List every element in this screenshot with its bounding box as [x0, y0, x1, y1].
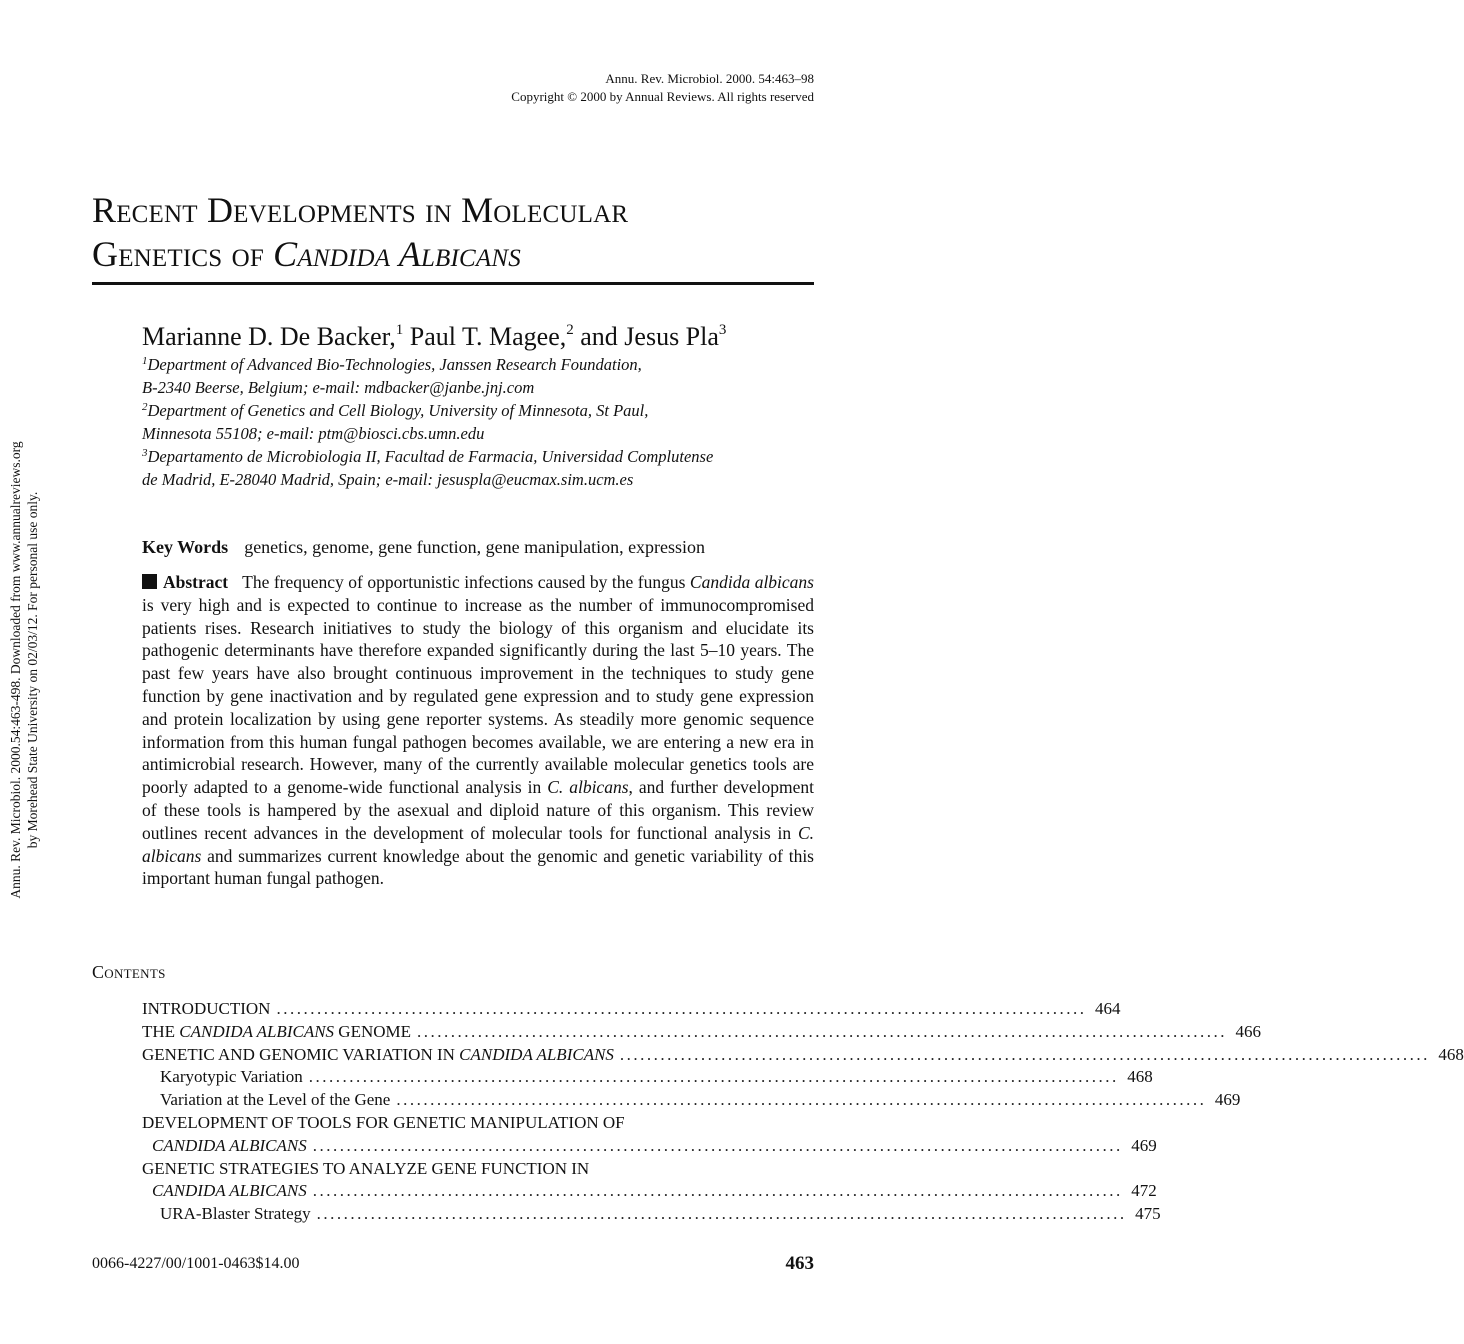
toc-entry-italic: CANDIDA ALBICANS — [179, 1021, 335, 1041]
abstract-text: The frequency of opportunistic infections caused by the fungus — [242, 572, 690, 592]
author-affiliation-mark: 1 — [395, 322, 404, 338]
abstract-text: , and further development of these tools is hampered by the asexual and diploid nature of this organism. This review outlines recent advances in the development of molecular tools for functional analysis in — [142, 777, 814, 843]
affiliation-mark: 1 — [142, 355, 148, 367]
affiliation — [142, 353, 822, 376]
toc-entry[interactable] — [142, 1044, 1464, 1067]
toc-leader: ........................................................................................................................ — [312, 1135, 1123, 1155]
toc-entry-continuation[interactable] — [142, 1135, 1157, 1158]
keywords-text: genetics, genome, gene function, gene manipulation, expression — [244, 537, 706, 557]
toc-entry-title: URA-Blaster Strategy — [160, 1204, 311, 1224]
abstract-italic: Candida albicans — [689, 572, 814, 592]
toc-entry[interactable] — [142, 1089, 1241, 1112]
article-title — [92, 188, 814, 276]
abstract-italic: C. albicans — [142, 822, 814, 866]
affiliation — [142, 445, 822, 468]
author-name: Paul T. Magee, — [403, 322, 567, 351]
keywords-label: Key Words — [142, 537, 229, 557]
affiliation-line: de Madrid, E-28040 Madrid, Spain; e-mail: jesuspla@eucmax.sim.ucm.es — [142, 470, 634, 489]
toc-page-number: 468 — [1438, 1044, 1464, 1064]
abstract — [142, 571, 814, 890]
toc-entry-italic: CANDIDA ALBICANS — [459, 1044, 614, 1064]
toc-page-number: 469 — [1214, 1090, 1241, 1110]
footer-code: 0066-4227/00/1001-0463$14.00 — [92, 1255, 300, 1272]
toc-entry-title: INTRODUCTION — [142, 999, 271, 1018]
toc-page-number: 469 — [1131, 1135, 1157, 1155]
abstract-text: and summarizes current knowledge about the genomic and genetic variability of this important human fungal pathogen. — [142, 845, 814, 889]
toc-leader: ........................................................................................................................ — [308, 1067, 1119, 1087]
article-title-line-1: Recent Developments in Molecular — [92, 190, 629, 230]
download-notice-line-1: Annu. Rev. Microbiol. 2000.54:463-498. Downloaded from www.annualreviews.org — [8, 441, 23, 899]
affiliation — [142, 399, 822, 422]
toc-entry-continuation[interactable] — [142, 1180, 1157, 1203]
author-affiliation-mark: 2 — [566, 322, 574, 338]
toc-page-number: 468 — [1127, 1067, 1153, 1087]
copyright-line: Copyright © 2000 by Annual Reviews. All rights reserved — [511, 89, 814, 104]
journal-reference — [394, 70, 814, 106]
toc-leader: ........................................................................................................................ — [316, 1204, 1127, 1224]
toc-leader: ........................................................................................................................ — [417, 1021, 1228, 1041]
toc-page-number: 466 — [1235, 1021, 1262, 1041]
affiliation-line: B-2340 Beerse, Belgium; e-mail: mdbacker@janbe.jnj.com — [142, 378, 535, 397]
author-name: and Jesus Pla — [573, 322, 719, 351]
toc-entry[interactable] — [142, 1203, 1161, 1226]
toc-entry-title: GENETIC AND GENOMIC VARIATION IN — [142, 1044, 460, 1064]
affiliation-mark: 3 — [142, 447, 148, 459]
abstract-italic: C. albicans — [547, 777, 629, 798]
article-title-line-2-prefix: Genetics of — [92, 234, 274, 274]
affiliation-line: Department of Advanced Bio-Technologies, Janssen Research Foundation, — [147, 355, 642, 374]
toc-leader: ........................................................................................................................ — [312, 1181, 1123, 1201]
toc-entry-title: GENETIC STRATEGIES TO ANALYZE GENE FUNCTION IN — [142, 1158, 590, 1178]
contents-heading: Contents — [92, 962, 166, 982]
toc-entry-italic: CANDIDA ALBICANS — [152, 1135, 307, 1155]
abstract-bullet-icon — [142, 574, 157, 589]
journal-citation: Annu. Rev. Microbiol. 2000. 54:463–98 — [605, 71, 814, 86]
author-list — [142, 320, 822, 354]
affiliation-line: Departamento de Microbiologia II, Facultad de Farmacia, Universidad Complutense — [147, 447, 714, 466]
toc-entry[interactable] — [142, 1021, 1262, 1044]
article-title-organism: Candida Albicans — [273, 234, 521, 274]
author-name: Marianne D. De Backer, — [142, 322, 396, 351]
toc-page-number: 464 — [1094, 999, 1121, 1018]
toc-leader: ........................................................................................................................ — [396, 1090, 1207, 1110]
toc-leader: ........................................................................................................................ — [619, 1044, 1430, 1064]
toc-page-number: 472 — [1131, 1181, 1157, 1201]
abstract-text: is very high and is expected to continue to increase as the number of immunocompromised patients rises. Research initiatives to study the biology of this organism and elucidate its pathogenic determinants have therefore expanded significantly during the last 5–10 years. The past few years have also brought continuous improvement in the techniques to study gene function by gene inactivation and by regulated gene expression and to study gene expression and protein localization by using gene reporter systems. As steadily more genomic sequence information from this human fungal pathogen becomes available, we are entering a new era in antimicrobial research. However, many of the currently available molecular genetics tools are poorly adapted to a genome-wide functional analysis in — [142, 594, 814, 798]
toc-entry-title: DEVELOPMENT OF TOOLS FOR GENETIC MANIPULATION OF — [142, 1112, 625, 1132]
download-notice — [7, 350, 41, 990]
page-number: 463 — [785, 1253, 814, 1274]
affiliation-line: Minnesota 55108; e-mail: ptm@biosci.cbs.umn.edu — [142, 424, 485, 443]
title-rule — [92, 282, 814, 285]
affiliation-mark: 2 — [142, 401, 148, 413]
toc-leader: ........................................................................................................................ — [276, 999, 1087, 1018]
author-affiliation-mark: 3 — [718, 322, 727, 338]
toc-entry-title: Variation at the Level of the Gene — [160, 1090, 391, 1110]
toc-entry[interactable] — [142, 1112, 814, 1135]
table-of-contents — [142, 998, 1464, 1226]
abstract-label: Abstract — [163, 572, 229, 592]
toc-entry[interactable] — [142, 998, 1121, 1021]
download-notice-line-2: by Morehead State University on 02/03/12. For personal use only. — [25, 491, 40, 849]
toc-entry[interactable] — [142, 1158, 814, 1181]
toc-entry-title: THE — [142, 1021, 180, 1041]
keywords — [142, 536, 822, 559]
toc-page-number: 475 — [1135, 1204, 1161, 1224]
toc-entry[interactable] — [142, 1066, 1153, 1089]
affiliations — [142, 353, 822, 491]
toc-entry-italic: CANDIDA ALBICANS — [152, 1181, 307, 1201]
toc-entry-title: GENOME — [334, 1021, 412, 1041]
toc-entry-title: Karyotypic Variation — [160, 1067, 303, 1087]
affiliation-line: Department of Genetics and Cell Biology, University of Minnesota, St Paul, — [147, 401, 649, 420]
